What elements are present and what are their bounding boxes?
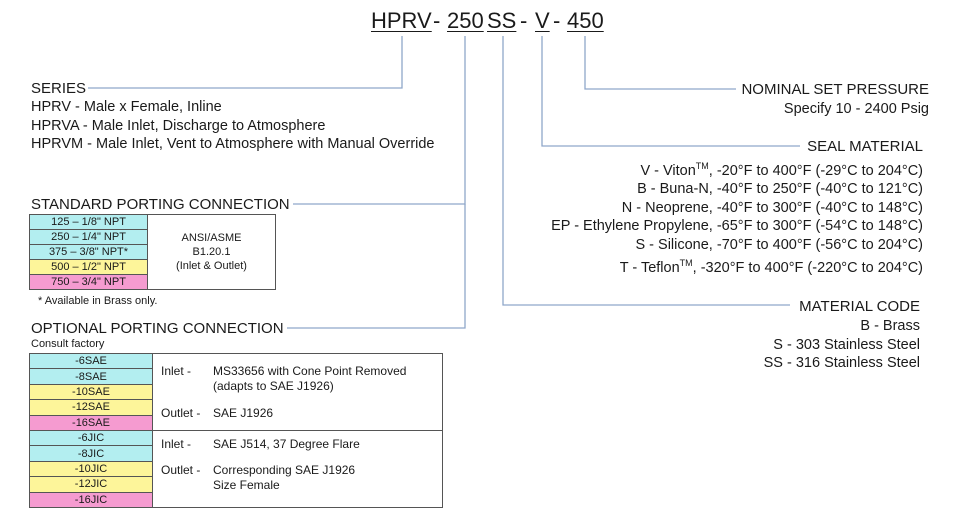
part-code-model: HPRV [371,8,432,33]
porting-option: -16SAE [30,415,153,430]
seal-material-item: V - Viton™, -20°F to 400°F (-29°C to 204°C) [640,161,923,179]
optional-porting-table [29,353,443,508]
seal-material-item: N - Neoprene, -40°F to 300°F (-40°C to 148°C) [621,199,923,216]
part-code-separator: - [553,8,561,33]
seal-material-title: SEAL MATERIAL [807,138,923,155]
part-code-material: SS [487,8,517,33]
jic-outlet-text [213,463,355,493]
jic-outlet-label: Outlet - [161,463,201,477]
material-code-list [764,317,920,373]
series-title: SERIES [31,80,87,97]
material-code-title: MATERIAL CODE [799,298,920,315]
jic-inlet-text: SAE J514, 37 Degree Flare [213,437,360,451]
porting-option: -6SAE [30,354,153,369]
sae-spec-cell [153,354,443,431]
nominal-set-pressure-text: Specify 10 - 2400 Psig [783,101,929,117]
porting-option: -10JIC [30,461,153,476]
series-list [31,98,435,154]
optional-porting-title: OPTIONAL PORTING CONNECTION [31,320,284,337]
porting-option: -10SAE [30,384,153,399]
standard-porting-title: STANDARD PORTING CONNECTION [31,196,290,213]
material-code-item: S - 303 Stainless Steel [773,336,920,353]
sae-outlet-text: SAE J1926 [213,406,274,420]
standard-spec-cell [148,215,276,290]
sae-inlet-line: (adapts to SAE J1926) [213,379,334,393]
part-code-pressure: 450 [567,8,604,33]
seal-material-item: EP - Ethylene Propylene, -65°F to 300°F (-54°C to 148°C) [551,218,923,235]
porting-option: -8JIC [30,446,153,461]
sae-inlet-text [213,364,406,394]
seal-material-item: T - Teflon™, -320°F to 400°F (-220°C to 204°C) [619,258,923,277]
jic-outlet-line: Corresponding SAE J1926 [213,463,356,477]
jic-outlet-line: Size Female [213,478,280,492]
series-item: HPRV - Male x Female, Inline [31,99,222,115]
standard-spec-line: (Inlet & Outlet) [176,260,247,272]
material-code-item: B - Brass [860,318,920,334]
series-item: HPRVM - Male Inlet, Vent to Atmosphere with Manual Override [31,136,435,152]
porting-option: -12SAE [30,400,153,415]
standard-porting-footnote: * Available in Brass only. [38,295,158,307]
porting-option: 500 – 1/2" NPT [30,260,148,275]
part-code-seal: V [535,8,550,33]
seal-material-list [551,157,923,278]
series-item: HPRVA - Male Inlet, Discharge to Atmosphere [31,117,326,134]
porting-option: 125 – 1/8" NPT [30,215,148,230]
nominal-set-pressure-title: NOMINAL SET PRESSURE [741,81,929,98]
part-code-separator: - [520,8,528,33]
jic-spec-cell [153,431,443,508]
porting-option: 750 – 3/4" NPT [30,275,148,290]
porting-option: 250 – 1/4" NPT [30,230,148,245]
standard-spec-line: B1.20.1 [192,246,231,258]
porting-option: -6JIC [30,431,153,446]
porting-option: -8SAE [30,369,153,384]
porting-option: -16JIC [30,492,153,507]
porting-option: 375 – 3/8" NPT* [30,245,148,260]
sae-outlet-label: Outlet - [161,406,201,420]
part-code-separator: - [433,8,441,33]
standard-porting-table [29,214,276,290]
seal-material-item: S - Silicone, -70°F to 400°F (-56°C to 204°C) [635,236,923,253]
sae-inlet-label: Inlet - [161,364,192,378]
sae-inlet-line: MS33656 with Cone Point Removed [213,364,407,378]
porting-option: -12JIC [30,477,153,492]
seal-material-item: B - Buna-N, -40°F to 250°F (-40°C to 121°C) [637,181,923,198]
part-code-size: 250 [447,8,484,33]
standard-spec-line: ANSI/ASME [181,232,242,244]
jic-inlet-label: Inlet - [161,437,192,451]
optional-porting-subtitle: Consult factory [31,338,105,350]
material-code-item: SS - 316 Stainless Steel [763,355,920,371]
